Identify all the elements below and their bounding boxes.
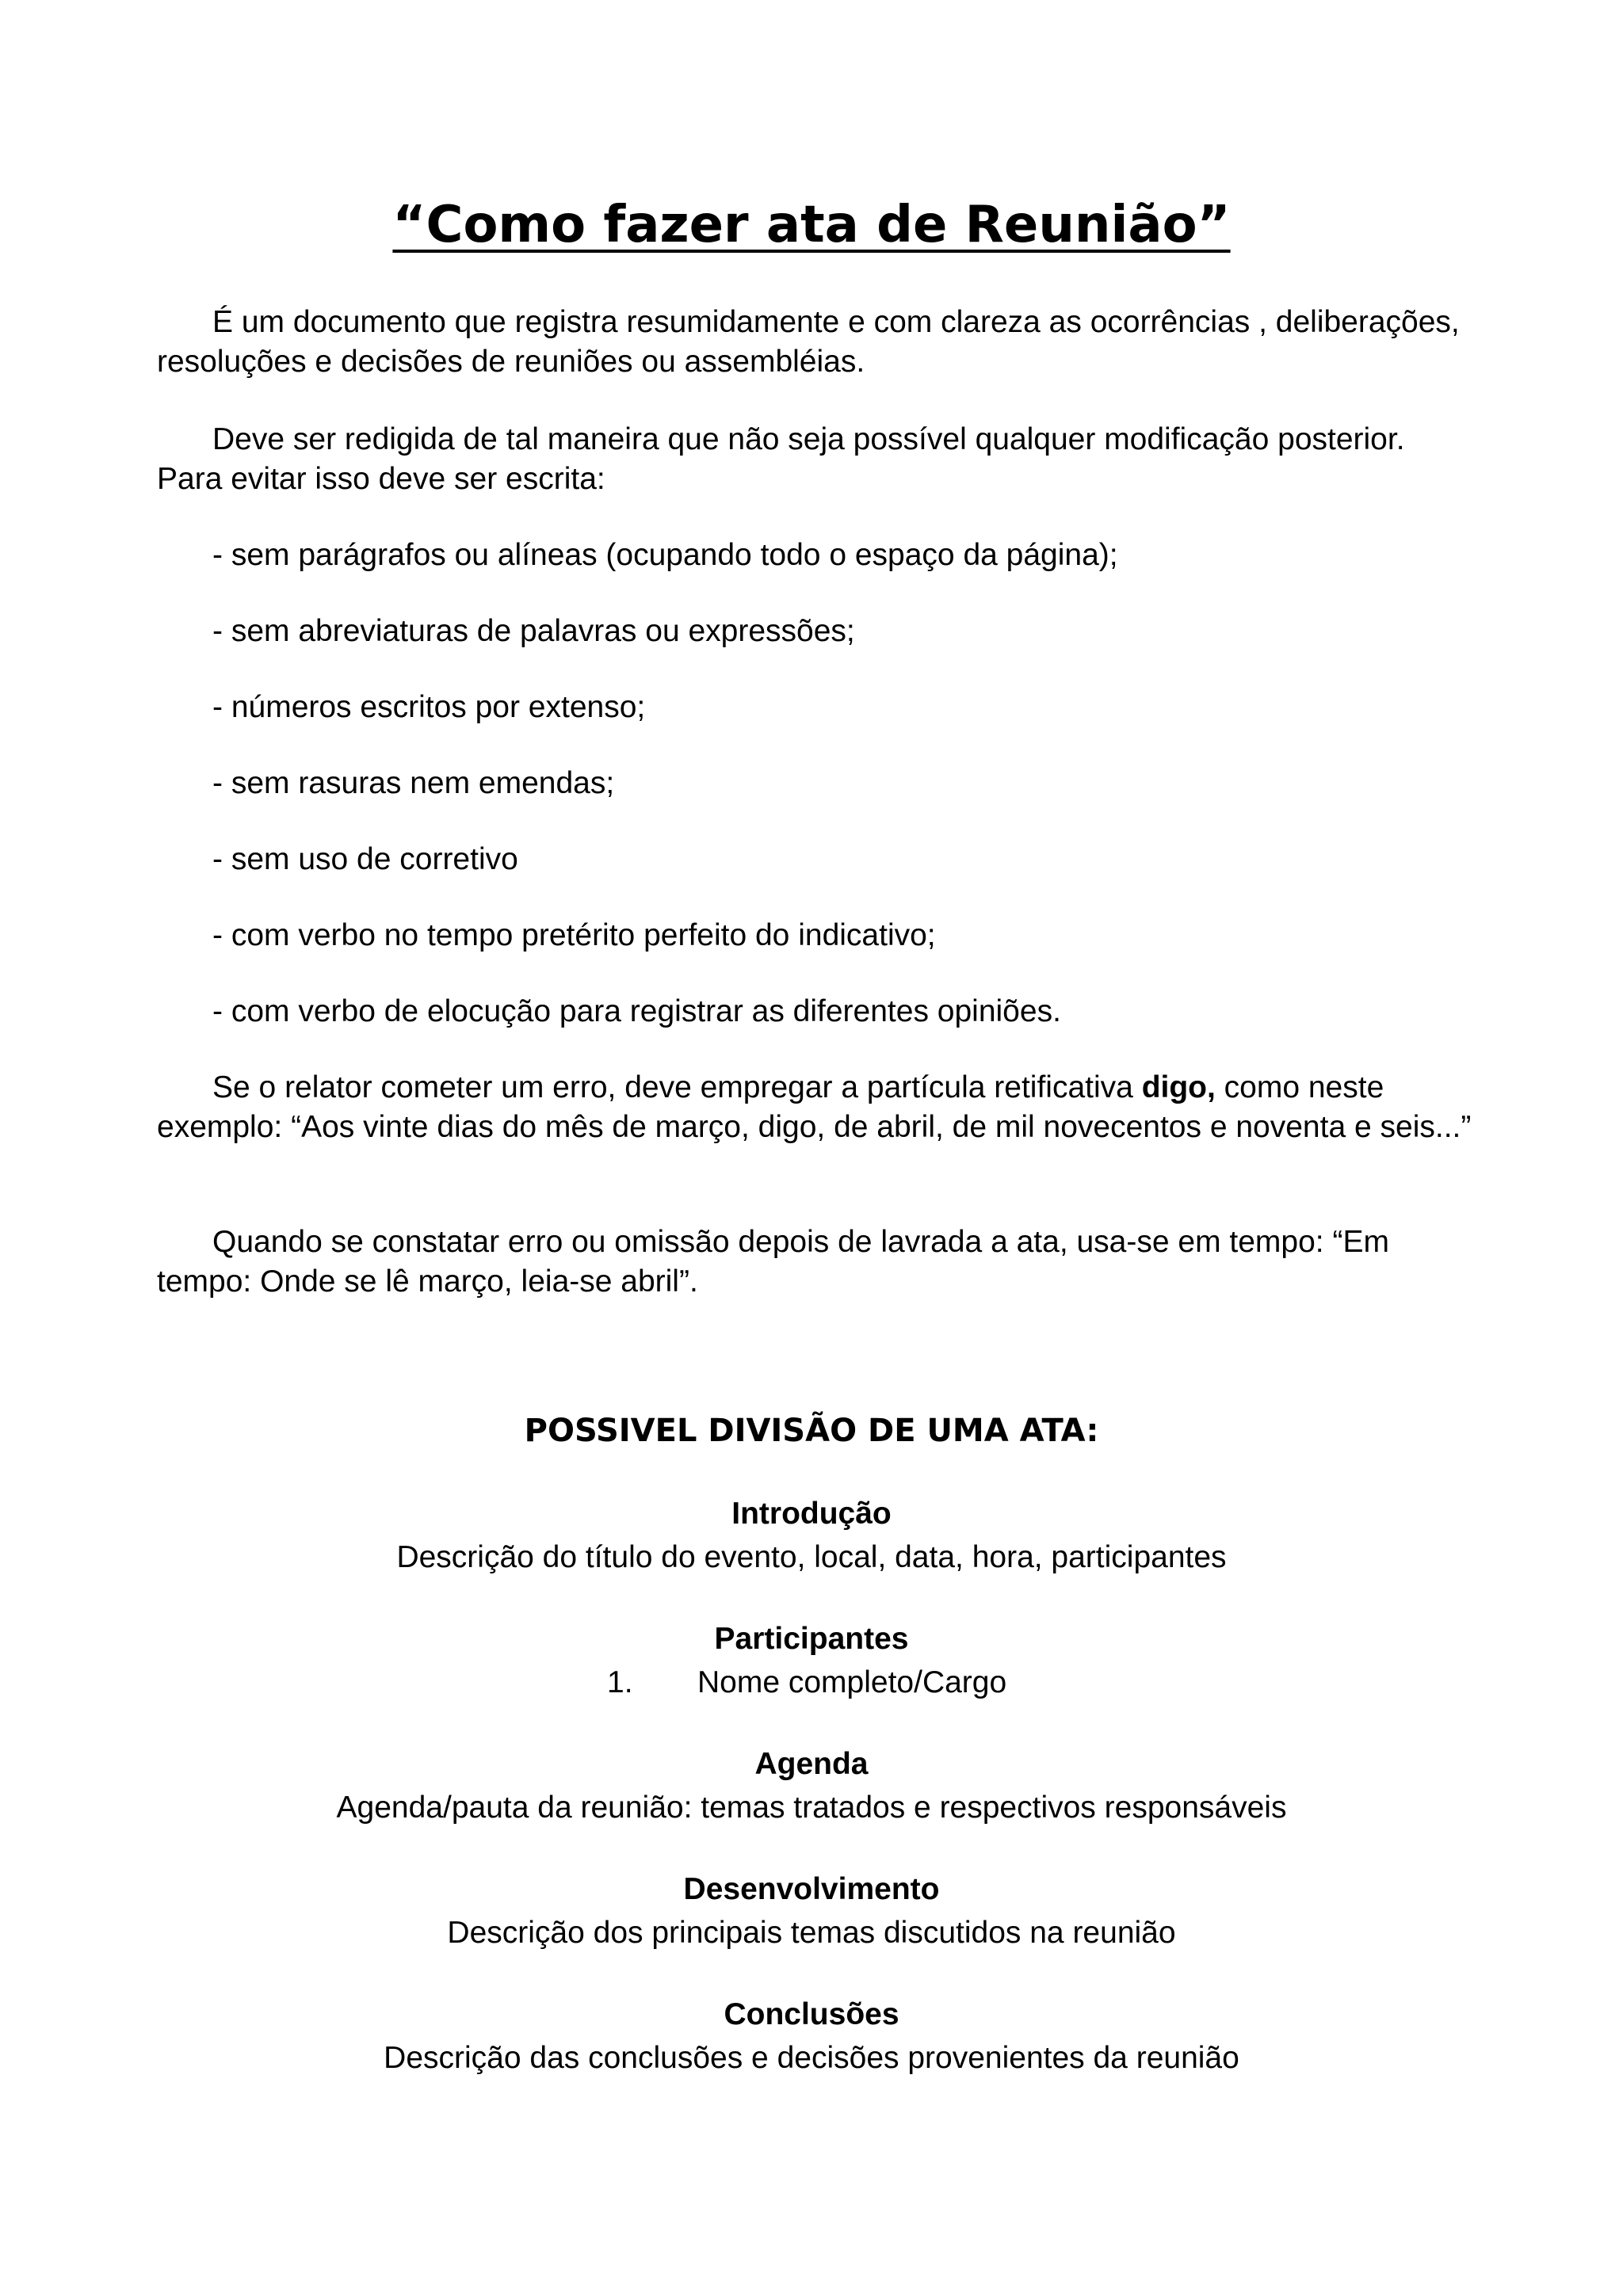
- page-title: [0, 187, 1623, 263]
- introducao-heading: Introdução: [731, 1497, 892, 1531]
- page-title-text: “Como fazer ata de Reunião”: [392, 196, 1231, 254]
- participantes-heading: Participantes: [714, 1622, 909, 1656]
- participant-number: 1.: [607, 1665, 633, 1699]
- error-paragraph: [157, 1068, 1472, 1147]
- rule-item: - números escritos por extenso;: [212, 690, 646, 724]
- division-title: POSSIVEL DIVISÃO DE UMA ATA:: [524, 1413, 1099, 1449]
- intro-paragraph-writing: Deve ser redigida de tal maneira que não seja possível qualquer modificação posterior. Para evitar isso deve ser escrita:: [157, 422, 1405, 496]
- rule-item: - com verbo de elocução para registrar as diferentes opiniões.: [212, 994, 1061, 1028]
- rule-item: - com verbo no tempo pretérito perfeito do indicativo;: [212, 918, 936, 952]
- introducao-description: Descrição do título do evento, local, data, hora, participantes: [396, 1540, 1227, 1574]
- desenvolvimento-heading: Desenvolvimento: [683, 1872, 940, 1906]
- error-paragraph-keyword: digo,: [1141, 1070, 1216, 1104]
- rule-item: - sem uso de corretivo: [212, 842, 518, 876]
- error-paragraph-text: Se o relator cometer um erro, deve empregar a partícula retificativa: [212, 1070, 1142, 1104]
- intro-paragraph-definition: É um documento que registra resumidamente e com clareza as ocorrências , deliberações, resoluções e decisões de reuniões ou assembléias.: [157, 305, 1460, 379]
- rule-item: - sem rasuras nem emendas;: [212, 766, 615, 800]
- omission-paragraph: Quando se constatar erro ou omissão depois de lavrada a ata, usa-se em tempo: “Em tempo: Onde se lê março, leia-se abril”.: [157, 1225, 1389, 1299]
- desenvolvimento-description: Descrição dos principais temas discutidos na reunião: [447, 1916, 1176, 1950]
- error-paragraph-example: como neste exemplo: “Aos vinte dias do mês de março, digo, de abril, de mil novecentos e noventa e seis...”: [157, 1070, 1472, 1144]
- rule-item: - sem parágrafos ou alíneas (ocupando todo o espaço da página);: [212, 538, 1118, 572]
- agenda-description: Agenda/pauta da reunião: temas tratados e respectivos responsáveis: [336, 1791, 1287, 1825]
- conclusoes-description: Descrição das conclusões e decisões provenientes da reunião: [384, 2041, 1239, 2075]
- rule-item: - sem abreviaturas de palavras ou expressões;: [212, 614, 855, 648]
- participant-text: Nome completo/Cargo: [697, 1665, 1007, 1699]
- conclusoes-heading: Conclusões: [724, 1997, 899, 2031]
- agenda-heading: Agenda: [754, 1747, 869, 1781]
